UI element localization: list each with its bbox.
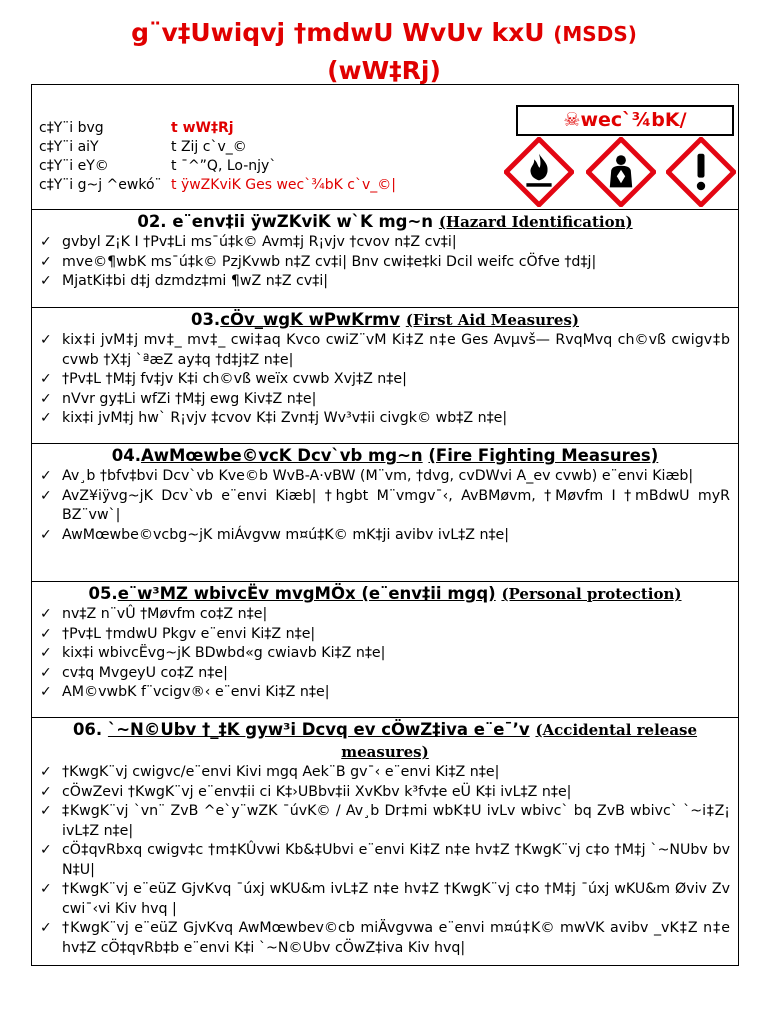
list-item: ✓ †KwgK¨vj e¨eüZ GjvKvq AwMœwbev©cb miÄvgvwa e¨envi m¤ú‡K© mwVK avibv _vK‡Z n‡e hv‡Z cÖ‡qvRb‡b e¨envi K‡i `~N©Ubv cÖwZ‡iva Kiv hvq| <box>62 919 730 958</box>
msds-table <box>31 84 739 966</box>
item-list <box>32 233 738 292</box>
info-value: t Zij c`v_© <box>171 139 247 155</box>
list-item: ✓ cÖ‡qvRbxq cwigv‡c †m‡KÛvwi Kb&‡Ubvi e¨envi Ki‡Z n‡e hv‡Z †KwgK¨vj c‡o †M‡j `~NUbv bv N‡U| <box>62 841 730 880</box>
first-aid-section <box>32 307 738 444</box>
info-row-color <box>39 157 396 176</box>
info-value: t ¯^”Q, Lo-njy` <box>171 158 277 174</box>
item-list <box>32 467 738 545</box>
section-title-english: (Hazard Identification) <box>438 213 633 231</box>
list-item: ✓ cv‡q MvgeyU co‡Z n‡e| <box>62 664 730 684</box>
info-key: c‡Y¨i bvg <box>39 120 104 136</box>
hazard-identification-section <box>32 209 738 308</box>
section-number: 03. <box>190 310 221 329</box>
info-row-type <box>39 138 396 157</box>
section-number: 04. <box>111 446 141 465</box>
list-item: ✓ †Pv‡L †mdwU Pkgv e¨envi Ki‡Z n‡e| <box>62 625 730 645</box>
exclamation-icon <box>666 137 736 207</box>
product-info <box>39 119 396 195</box>
info-key: c‡Y¨i aiY <box>39 139 99 155</box>
title-abbr: (MSDS) <box>553 22 637 46</box>
list-item: ✓ AM©vwbK f¨vcigv®‹ e¨envi Ki‡Z n‡e| <box>62 683 730 703</box>
info-row-property <box>39 176 396 195</box>
flame-icon <box>504 137 574 207</box>
section-title-english: (Personal protection) <box>501 585 682 603</box>
list-item: ✓ gvbyl Z¡K I †Pv‡Li ms¯ú‡k© Avm‡j R¡vjv †cvov n‡Z cv‡i| <box>62 233 730 253</box>
info-value: t ÿwZKviK Ges wec`¾bK c`v_©| <box>171 177 397 193</box>
section-title: `~N©Ubv †_‡K gyw³i Dcvq ev cÖwZ‡iva e¨e¯’v <box>107 720 530 739</box>
list-item: ✓ †KwgK¨vj e¨eüZ GjvKvq ¯úxj wKU&m ivL‡Z n‡e hv‡Z †KwgK¨vj c‡o †M‡j ¯úxj wKU&m Øviv Zv cwi¯‹vi Kiv hvq | <box>62 880 730 919</box>
accidental-release-section <box>32 717 738 965</box>
info-row-name <box>39 119 396 138</box>
title-main: g¨v‡Uwiqvj †mdwU WvUv kxU <box>131 18 545 47</box>
list-item: ✓ nv‡Z n¨vÛ †Møvfm co‡Z n‡e| <box>62 605 730 625</box>
item-list <box>32 763 738 958</box>
section-title: cÖv_wgK wPwKrmv <box>220 310 401 329</box>
list-item: ✓ AwMœwbe©vcbg~jK miÁvgvw m¤ú‡K© mK‡ji avibv ivL‡Z n‡e| <box>62 526 730 546</box>
document-subtitle: (wW‡Rj) <box>327 56 441 85</box>
section-title-english: (First Aid Measures) <box>405 311 580 329</box>
section-number: 05. <box>88 584 118 603</box>
section-heading <box>32 309 738 331</box>
signal-word-box: ☠wec`¾bK/ <box>516 105 734 136</box>
health-hazard-icon <box>586 137 656 207</box>
product-info-section <box>32 85 738 210</box>
list-item: ✓ AvZ¥iÿvg~jK Dcv`vb e¨envi Kiæb| †hgbt M¨vmgv¯‹, AvBMøvm, †Møvfm I †mBdwU myR BZ¨vw`| <box>62 487 730 526</box>
info-key: c‡Y¨i eY© <box>39 158 109 174</box>
section-heading <box>32 583 738 605</box>
list-item: ✓ kix‡i wbivcËvg~jK BDwbd«g cwiavb Ki‡Z n‡e| <box>62 644 730 664</box>
section-title: e¨w³MZ wbivcËv mvgMÖx (e¨env‡ii mgq) <box>117 584 496 603</box>
section-title: AwMœwbe©vcK Dcv`vb mg~n <box>140 446 423 465</box>
section-number: 06. <box>72 720 103 739</box>
personal-protection-section <box>32 581 738 718</box>
list-item: ✓ MjatKi‡bi d‡j dzmdz‡mi ¶wZ n‡Z cv‡i| <box>62 272 730 292</box>
list-item: ✓ nVvr gy‡Li wfZi †M‡j ewg Kiv‡Z n‡e| <box>62 390 730 410</box>
section-title-english: (Fire Fighting Measures) <box>428 446 659 465</box>
list-item: ✓ ‡KwgK¨vj `vn¨ ZvB ^e`y¨wZK ¯úvK© / Av¸b Dr‡mi wbK‡U ivLv wbivc` bq ZvB wbivc` `~i‡Z¡ ivL‡Z n‡e| <box>62 802 730 841</box>
section-number: 02. <box>137 212 167 231</box>
item-list <box>32 331 738 429</box>
list-item: ✓ †KwgK¨vj cwigvc/e¨envi Kivi mgq Aek¨B gv¯‹ e¨envi Ki‡Z n‡e| <box>62 763 730 783</box>
list-item: ✓ †Pv‡L †M‡j fv‡jv K‡i ch©vß weïx cvwb Xvj‡Z n‡e| <box>62 370 730 390</box>
info-key: c‡Y¨i g~j ^ewkó¨ <box>39 177 162 193</box>
section-heading <box>32 211 738 233</box>
section-title: e¨env‡ii ÿwZKviK w`K mg~n <box>172 212 434 231</box>
document-title <box>0 14 768 53</box>
fire-fighting-section <box>32 443 738 582</box>
list-item: ✓ mve©¶wbK ms¯ú‡k© PzjKvwb n‡Z cv‡i| Bnv cwi‡e‡ki Dcil weifc cÖfve †d‡j| <box>62 253 730 273</box>
section-title-english: (Accidental release measures) <box>341 721 698 761</box>
section-heading <box>32 445 738 467</box>
info-value: t wW‡Rj <box>171 120 234 136</box>
list-item: ✓ kix‡i jvM‡j hw` R¡vjv ‡cvov K‡i Zvn‡j Wv³v‡ii civgk© wb‡Z n‡e| <box>62 409 730 429</box>
list-item: ✓ kix‡i jvM‡j mv‡_ mv‡_ cwi‡aq Kvco cwiZ¨vM Ki‡Z n‡e Ges Avµvš— RvqMvq ch©vß cwigv‡b cvwb †X‡j `ªæZ ay‡q †d‡j‡Z n‡e| <box>62 331 730 370</box>
list-item: ✓ Av¸b †bfv‡bvi Dcv`vb Kve©b WvB-A·vBW (M¨vm, †dvg, cvDWvi A_ev cvwb) e¨envi Kiæb| <box>62 467 730 487</box>
section-heading <box>32 719 738 763</box>
list-item: ✓ cÖwZevi †KwgK¨vj e¨env‡ii ci K‡›UBbv‡ii XvKbv k³fv‡e eÜ K‡i ivL‡Z n‡e| <box>62 783 730 803</box>
item-list <box>32 605 738 703</box>
